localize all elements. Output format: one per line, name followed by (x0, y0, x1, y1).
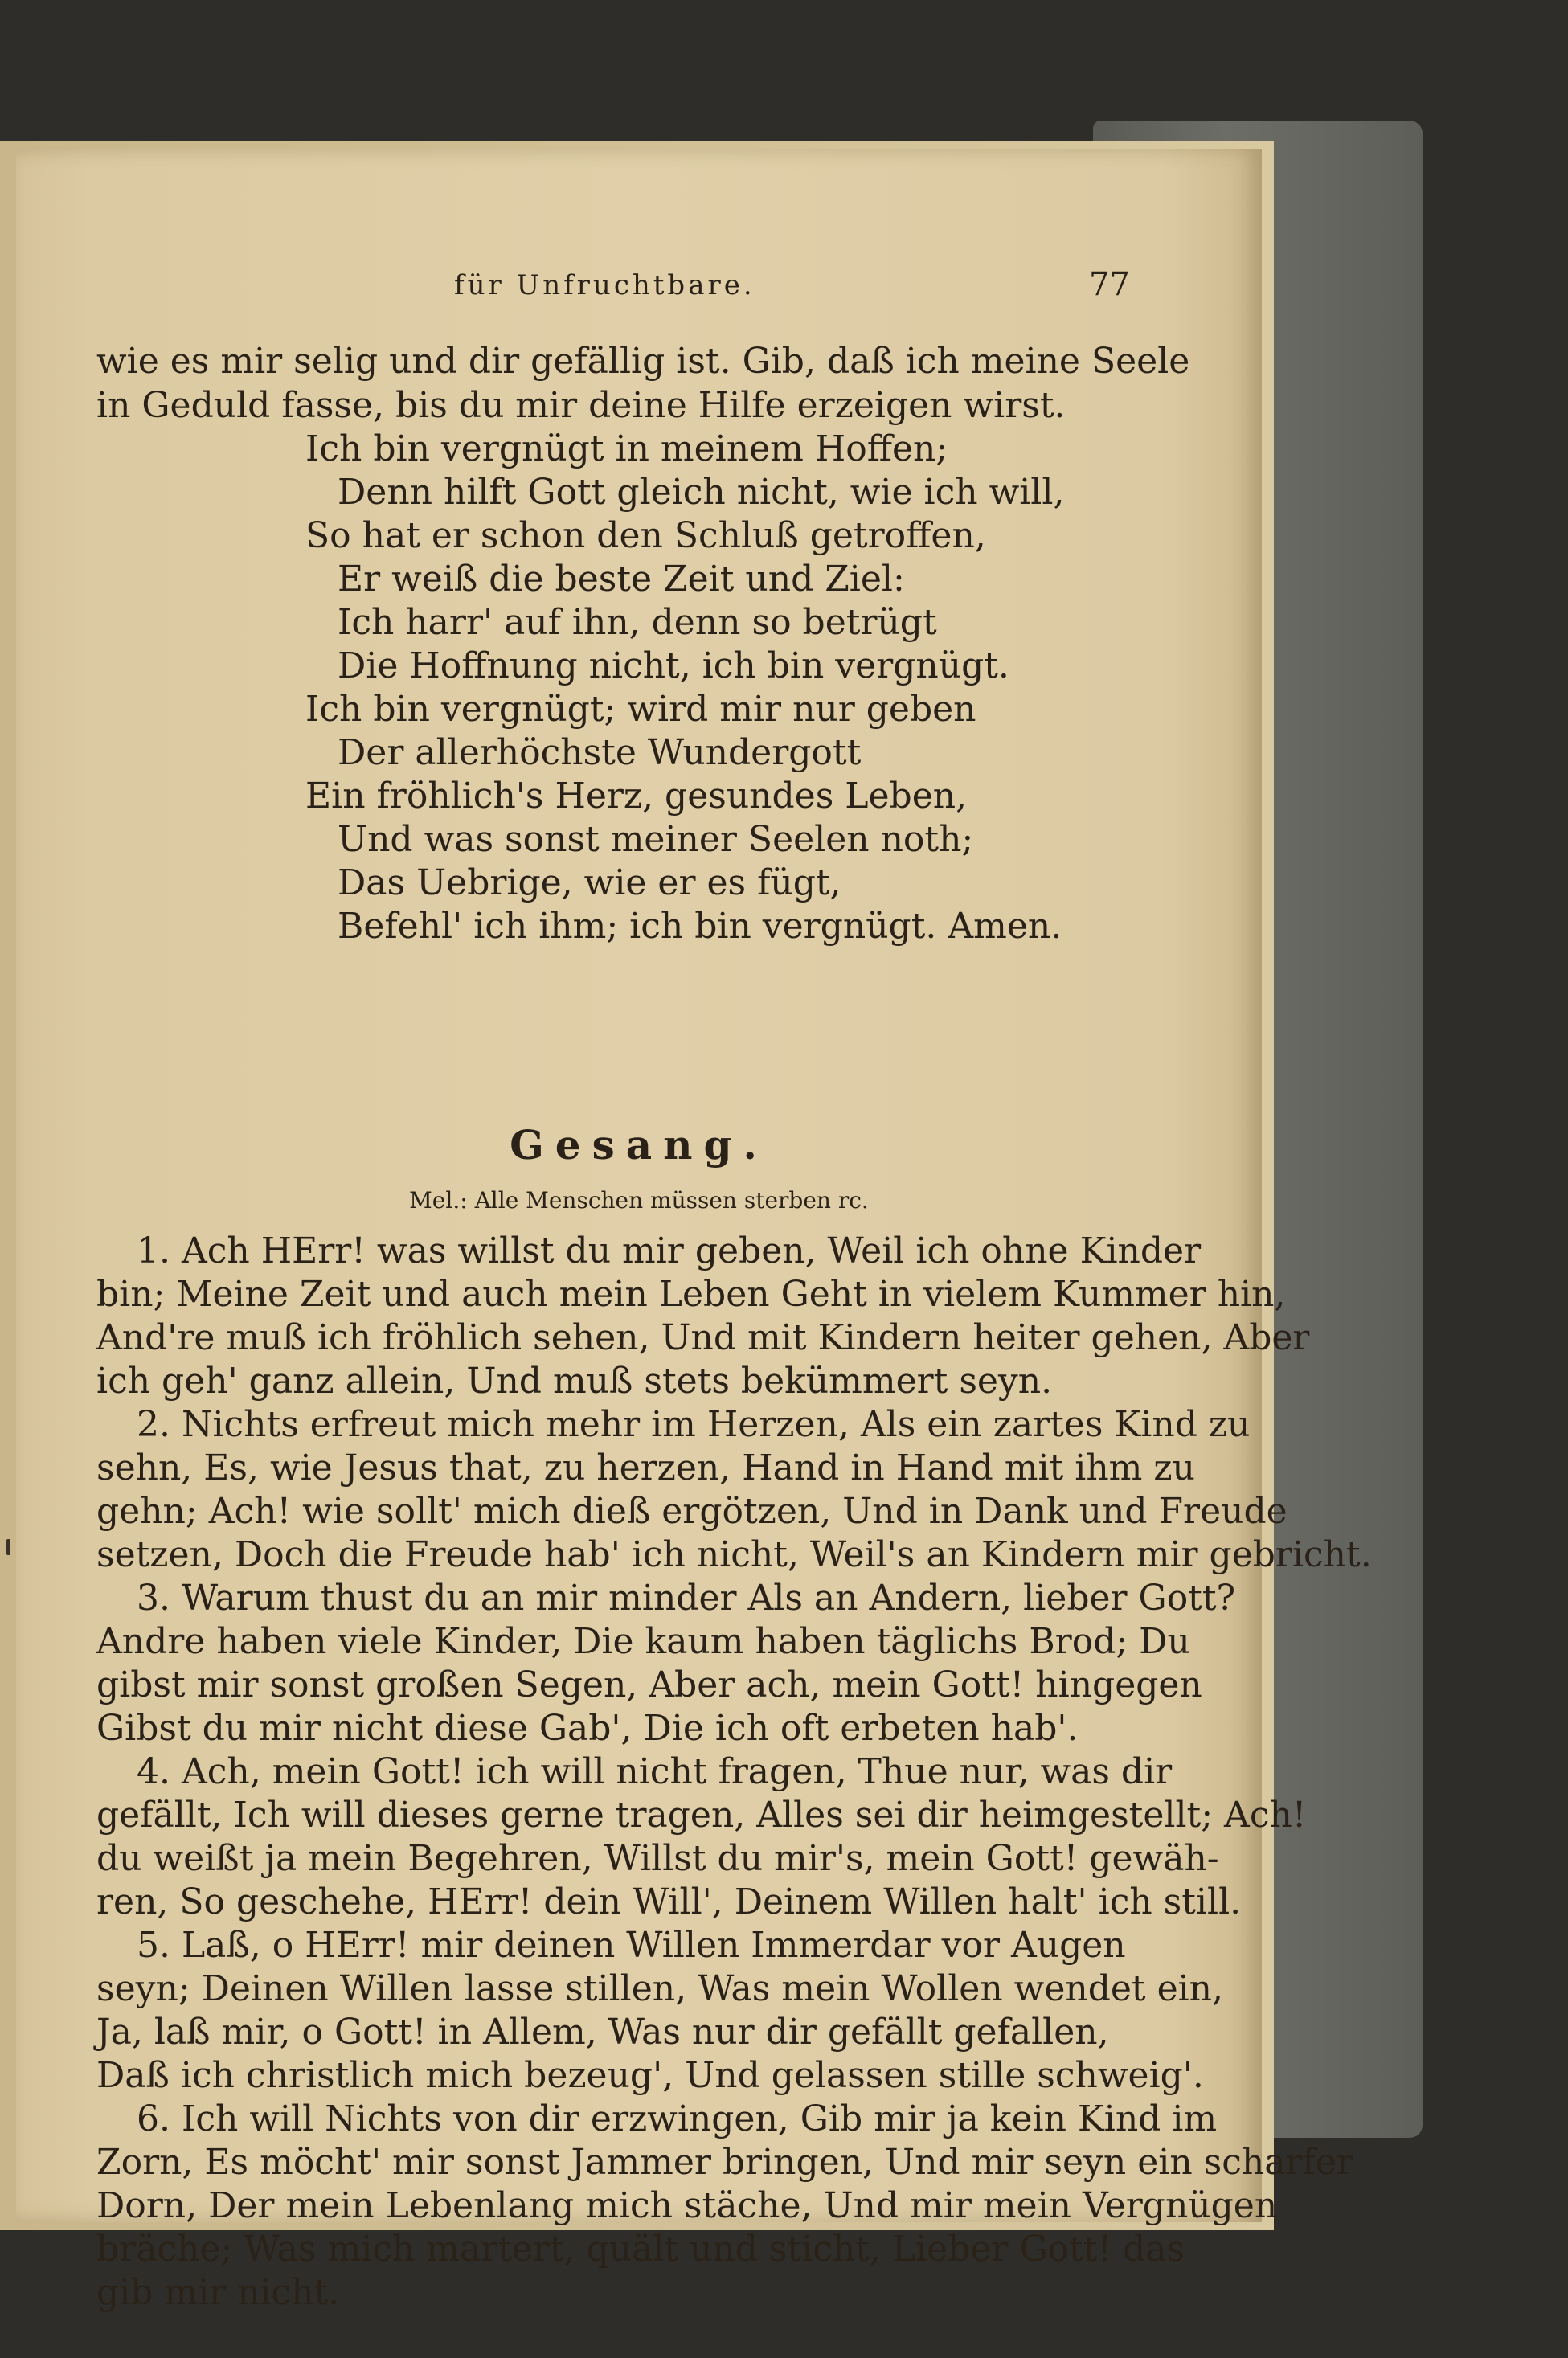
prose-line: wie es mir selig und dir gefällig ist. Gib, daß ich meine Seele (96, 341, 1190, 382)
verse-line: Das Uebrige, wie er es fügt, (338, 862, 841, 903)
hymn-line: Andre haben viele Kinder, Die kaum haben täglichs Brod; Du (96, 1621, 1190, 1662)
hymn-line: 3. Warum thust du an mir minder Als an Andern, lieber Gott? (137, 1578, 1236, 1619)
prose-line: in Geduld fasse, bis du mir deine Hilfe erzeigen wirst. (96, 385, 1066, 426)
hymn-line: 2. Nichts erfreut mich mehr im Herzen, Als ein zartes Kind zu (137, 1404, 1251, 1445)
hymn-line: gib mir nicht. (96, 2272, 340, 2313)
hymn-line: Daß ich christlich mich bezeug', Und gelassen stille schweig'. (96, 2055, 1204, 2096)
verse-line: Denn hilft Gott gleich nicht, wie ich will, (338, 472, 1065, 513)
hymn-line: sehn, Es, wie Jesus that, zu herzen, Hand in Hand mit ihm zu (96, 1447, 1195, 1488)
running-header (16, 266, 1262, 317)
hymn-line: du weißt ja mein Begehren, Willst du mir's, mein Gott! gewäh- (96, 1838, 1219, 1879)
hymn-line: 1. Ach HErr! was willst du mir geben, Weil ich ohne Kinder (137, 1230, 1202, 1271)
running-title: für Unfruchtbare. (454, 269, 755, 301)
verse-line: Und was sonst meiner Seelen noth; (338, 819, 974, 860)
section-heading: Gesang. (510, 1121, 768, 1169)
hymn-line: bin; Meine Zeit und auch mein Leben Geht in vielem Kummer hin, (96, 1274, 1286, 1315)
hymn-line: ich geh' ganz allein, Und muß stets bekümmert seyn. (96, 1361, 1053, 1402)
hymn-line: 4. Ach, mein Gott! ich will nicht fragen, Thue nur, was dir (137, 1751, 1173, 1792)
verse-line: Die Hoffnung nicht, ich bin vergnügt. (338, 645, 1009, 686)
verse-line: Ich harr' auf ihn, denn so betrügt (338, 602, 937, 643)
verse-line: Ich bin vergnügt; wird mir nur geben (305, 689, 976, 730)
hymn-line: ren, So geschehe, HErr! dein Will', Deinem Willen halt' ich still. (96, 1881, 1242, 1922)
verse-line: Befehl' ich ihm; ich bin vergnügt. Amen. (338, 906, 1062, 947)
hymn-line: seyn; Deinen Willen lasse stillen, Was mein Wollen wendet ein, (96, 1968, 1224, 2009)
hymn-line: Dorn, Der mein Lebenlang mich stäche, Und mir mein Vergnügen (96, 2185, 1278, 2226)
hymn-line: gibst mir sonst großen Segen, Aber ach, mein Gott! hingegen (96, 1664, 1202, 1705)
verse-line: Ein fröhlich's Herz, gesundes Leben, (305, 776, 968, 817)
verse-line: So hat er schon den Schluß getroffen, (305, 515, 986, 556)
page-number: 77 (1089, 266, 1130, 303)
book-page (16, 149, 1372, 2313)
hymn-line: setzen, Doch die Freude hab' ich nicht, Weil's an Kindern mir gebricht. (96, 1534, 1372, 1575)
melody-note: Mel.: Alle Menschen müssen sterben rc. (409, 1187, 869, 1214)
hymn-line: And're muß ich fröhlich sehen, Und mit Kindern heiter gehen, Aber (96, 1317, 1310, 1358)
hymn-line: 5. Laß, o HErr! mir deinen Willen Immerdar vor Augen (137, 1925, 1126, 1966)
hymn-line: Gibst du mir nicht diese Gab', Die ich oft erbeten hab'. (96, 1708, 1079, 1749)
hymn-line: 6. Ich will Nichts von dir erzwingen, Gib mir ja kein Kind im (137, 2098, 1218, 2139)
hymn-line: bräche; Was mich martert, quält und sticht, Lieber Gott! das (96, 2229, 1185, 2270)
ink-smudge (6, 1539, 10, 1555)
hymn-line: gefällt, Ich will dieses gerne tragen, Alles sei dir heimgestellt; Ach! (96, 1795, 1307, 1836)
hymn-line: gehn; Ach! wie sollt' mich dieß ergötzen, Und in Dank und Freude (96, 1491, 1288, 1532)
verse-line: Der allerhöchste Wundergott (338, 732, 862, 773)
verse-line: Ich bin vergnügt in meinem Hoffen; (305, 428, 948, 469)
hymn-line: Ja, laß mir, o Gott! in Allem, Was nur dir gefällt gefallen, (96, 2012, 1109, 2053)
hymn-line: Zorn, Es möcht' mir sonst Jammer bringen, Und mir seyn ein scharfer (96, 2142, 1353, 2183)
verse-line: Er weiß die beste Zeit und Ziel: (338, 559, 905, 600)
